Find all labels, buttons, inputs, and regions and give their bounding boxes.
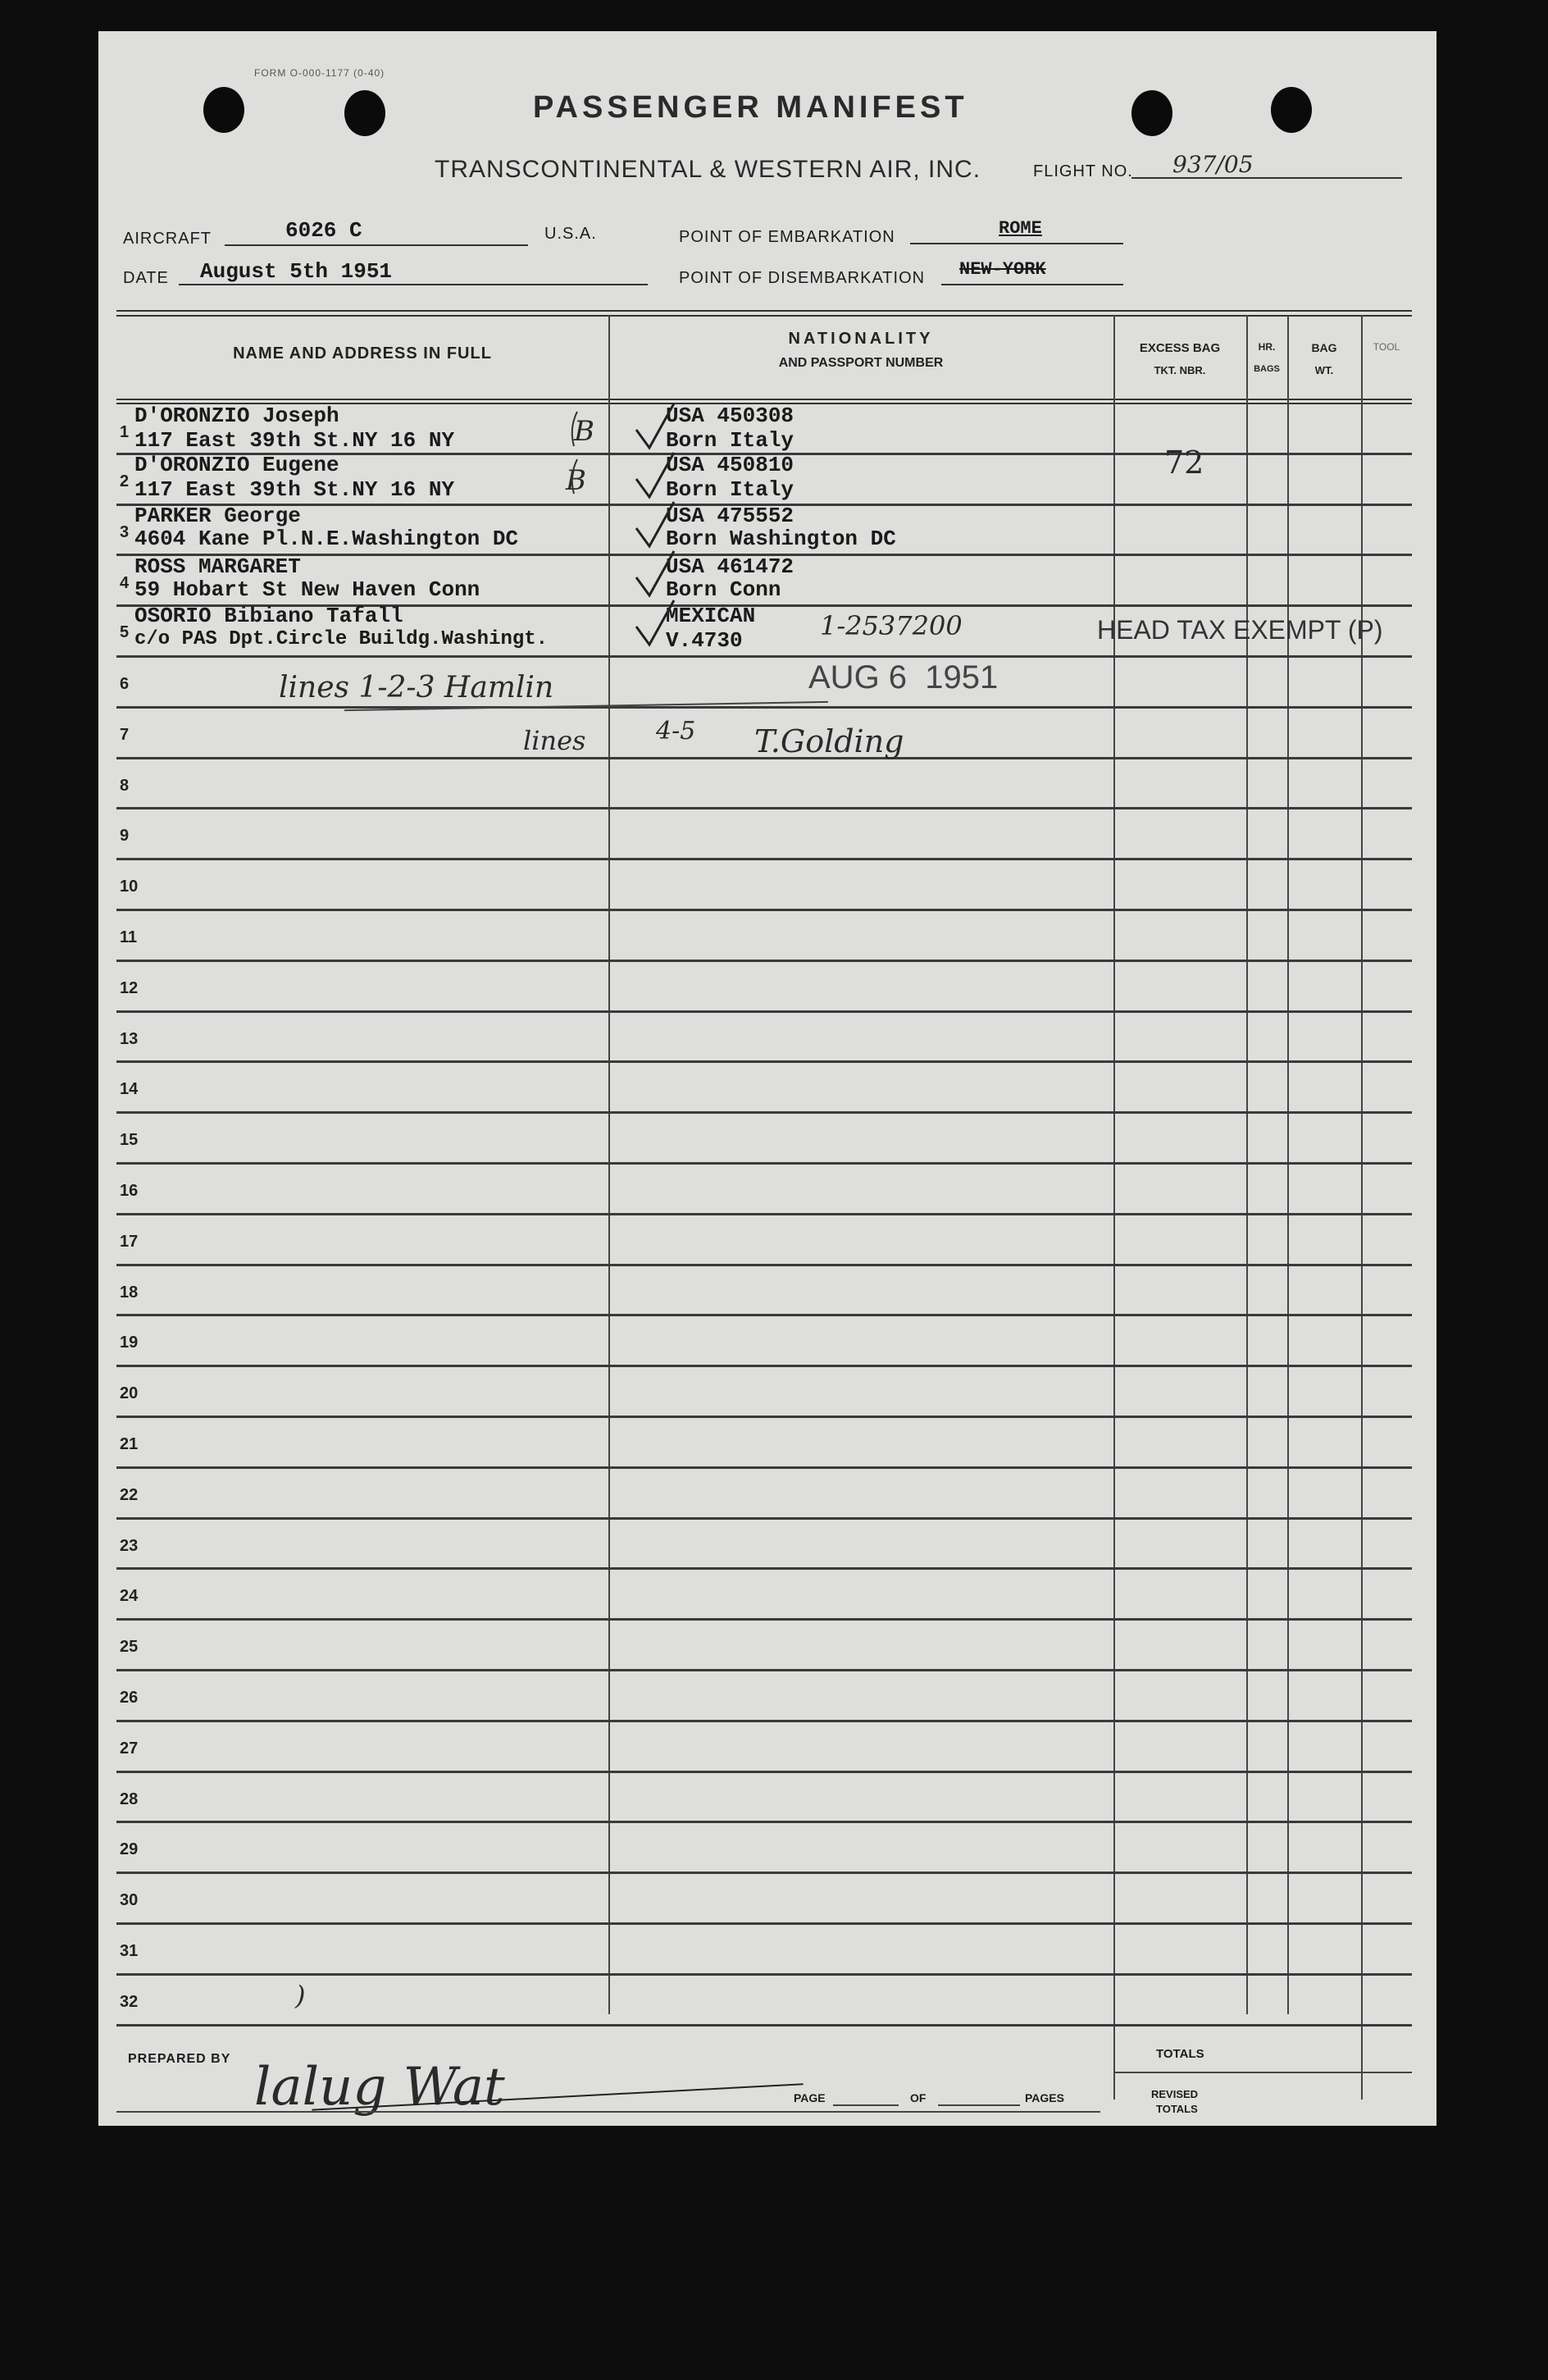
handwritten-note-range: 4-5 (656, 717, 696, 745)
row-rule (116, 1060, 1412, 1063)
passenger-passport: V.4730 (666, 628, 743, 653)
row-rule (116, 960, 1412, 962)
date-value: August 5th 1951 (200, 259, 393, 284)
page-from-label: PAGE (794, 2091, 826, 2104)
column-header-nationality: NATIONALITY (788, 330, 934, 348)
row-number: 1 (120, 423, 130, 441)
row-rule (116, 1720, 1412, 1722)
passenger-nationality: USA 450810 (666, 453, 794, 477)
handwritten-note-lines: lines (523, 725, 586, 756)
row-rule (116, 807, 1412, 809)
row-rule (116, 1517, 1412, 1520)
row-rule (116, 1466, 1412, 1469)
row-rule (116, 1872, 1412, 1874)
row-rule (116, 1973, 1412, 1976)
handwritten-note-lines-1-3: lines 1-2-3 Hamlin (279, 671, 554, 704)
column-header-hr: HR. (1258, 341, 1276, 353)
row-number: 23 (120, 1536, 139, 1555)
page-of-label: OF (910, 2091, 927, 2104)
pages-label: PAGES (1025, 2091, 1064, 2104)
passenger-name: D'ORONZIO Eugene (134, 453, 339, 477)
row-number: 15 (120, 1131, 139, 1150)
handwritten-signature-golding: T.Golding (754, 723, 904, 759)
passenger-address: 59 Hobart St New Haven Conn (134, 577, 480, 602)
ticket-number: 1-2537200 (820, 610, 963, 641)
row-number: 27 (120, 1739, 139, 1758)
passenger-nationality: MEXICAN (666, 604, 756, 628)
row-number: 5 (120, 623, 130, 641)
revised-label: REVISED (1151, 2088, 1199, 2100)
date-label: DATE (123, 269, 169, 287)
embarkation-label: POINT OF EMBARKATION (679, 228, 895, 246)
column-header-excess-bag: EXCESS BAG (1139, 341, 1221, 355)
passenger-nationality: USA 450308 (666, 404, 794, 428)
row-rule (116, 858, 1412, 860)
column-header-weight: WT. (1314, 364, 1334, 376)
passenger-name: ROSS MARGARET (134, 554, 301, 579)
passenger-address: 117 East 39th St.NY 16 NY (134, 477, 455, 502)
row-rule (116, 1162, 1412, 1165)
row-rule (116, 1010, 1412, 1013)
passenger-address: 4604 Kane Pl.N.E.Washington DC (134, 527, 519, 551)
row-number: 4 (120, 574, 130, 592)
form-title: PASSENGER MANIFEST (533, 90, 968, 125)
passenger-mark: B (574, 415, 594, 448)
column-header-tool: TOOL (1373, 341, 1400, 353)
prepared-by-signature: lalug Wat (254, 2057, 505, 2118)
column-header-bags: BAGS (1254, 364, 1280, 374)
row-number: 14 (120, 1080, 139, 1099)
row-rule (116, 706, 1412, 709)
column-header-ticket-number: TKT. NBR. (1154, 364, 1206, 376)
disembarkation-label: POINT OF DISEMBARKATION (679, 269, 926, 287)
punch-hole-right-1 (1131, 90, 1172, 136)
row-rule (116, 1669, 1412, 1671)
row-rule (116, 1264, 1412, 1266)
column-header-passport: AND PASSPORT NUMBER (778, 356, 944, 370)
row-number: 19 (120, 1334, 139, 1352)
row-number: 8 (120, 776, 130, 795)
row-rule (116, 655, 1412, 658)
row-rule (116, 2024, 1412, 2027)
row-number: 18 (120, 1283, 139, 1302)
row-rule (116, 1771, 1412, 1773)
row-number: 9 (120, 827, 130, 846)
row-number: 10 (120, 878, 139, 896)
row-number: 12 (120, 978, 139, 997)
passenger-name: D'ORONZIO Joseph (134, 404, 339, 428)
embarkation-value: ROME (999, 218, 1042, 239)
row-number: 26 (120, 1689, 139, 1707)
row-rule (116, 909, 1412, 911)
revised-totals-label: TOTALS (1156, 2103, 1198, 2115)
disembarkation-value: NEW-YORK (959, 259, 1046, 280)
passenger-name: OSORIO Bibiano Tafall (134, 604, 403, 628)
row-number: 25 (120, 1638, 139, 1657)
row-number: 24 (120, 1587, 139, 1606)
punch-hole-left-2 (344, 90, 385, 136)
head-tax-exempt-stamp: HEAD TAX EXEMPT (P) (1097, 615, 1383, 645)
company-name: TRANSCONTINENTAL & WESTERN AIR, INC. (435, 156, 981, 183)
row-rule (116, 1618, 1412, 1621)
column-header-bag: BAG (1311, 341, 1337, 354)
row-number: 16 (120, 1182, 139, 1200)
row-rule (116, 1416, 1412, 1418)
row-rule (116, 1314, 1412, 1316)
usa-label: U.S.A. (544, 225, 597, 243)
row-number: 31 (120, 1942, 139, 1960)
row-rule (116, 1111, 1412, 1114)
row-number: 17 (120, 1232, 139, 1251)
row-number: 30 (120, 1891, 139, 1910)
totals-label: TOTALS (1156, 2047, 1204, 2061)
row-rule (116, 1922, 1412, 1925)
bracket-marks (566, 408, 582, 499)
prepared-by-label: PREPARED BY (128, 2052, 231, 2066)
passenger-address: c/o PAS Dpt.Circle Buildg.Washingt. (134, 628, 549, 650)
manifest-sheet (98, 31, 1436, 2126)
passenger-birthplace: Born Italy (666, 477, 794, 502)
row-rule (116, 1213, 1412, 1215)
date-stamp: AUG 6 1951 (808, 659, 999, 695)
aircraft-label: AIRCRAFT (123, 230, 212, 248)
row-number: 32 (120, 1992, 139, 2011)
passenger-birthplace: Born Italy (666, 428, 794, 453)
form-number: FORM O-000-1177 (0-40) (254, 67, 385, 79)
row-number: 3 (120, 523, 130, 541)
passenger-birthplace: Born Conn (666, 577, 781, 602)
column-header-name: NAME AND ADDRESS IN FULL (233, 344, 492, 362)
passenger-nationality: USA 475552 (666, 504, 794, 528)
stray-mark: ) (295, 1980, 306, 2011)
row-rule (116, 1821, 1412, 1823)
row-number: 21 (120, 1435, 139, 1453)
excess-bag-value: 72 (1164, 445, 1204, 481)
row-rule (116, 1365, 1412, 1367)
row-number: 29 (120, 1840, 139, 1859)
row-number: 22 (120, 1485, 139, 1504)
check-marks (631, 399, 689, 661)
passenger-birthplace: Born Washington DC (666, 527, 896, 551)
passenger-name: PARKER George (134, 504, 301, 528)
punch-hole-left-1 (203, 87, 244, 133)
flight-value: 937/05 (1172, 151, 1254, 178)
row-number: 7 (120, 725, 130, 744)
table-top-double-line (116, 310, 1412, 317)
row-number: 11 (120, 928, 138, 946)
aircraft-value: 6026 C (285, 218, 362, 243)
row-number: 6 (120, 675, 130, 693)
row-number: 28 (120, 1790, 139, 1808)
row-rule (116, 1567, 1412, 1570)
passenger-mark: B (566, 464, 586, 497)
row-number: 20 (120, 1384, 139, 1403)
passenger-address: 117 East 39th St.NY 16 NY (134, 428, 455, 453)
punch-hole-right-2 (1271, 87, 1312, 133)
row-number: 13 (120, 1029, 139, 1048)
row-number: 2 (120, 472, 130, 490)
flight-label: FLIGHT NO. (1033, 162, 1133, 180)
passenger-nationality: USA 461472 (666, 554, 794, 579)
